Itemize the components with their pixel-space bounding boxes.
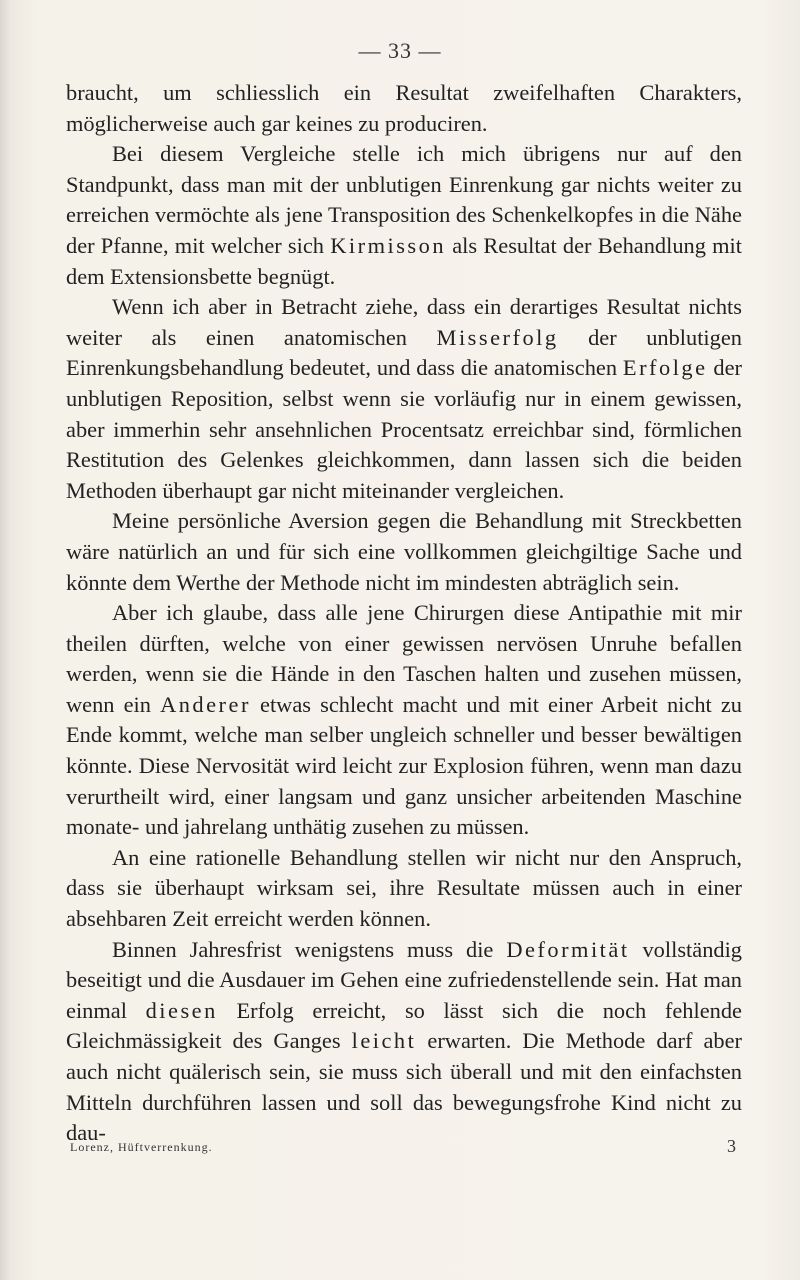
paragraph-7-emphasis-1: Deformität xyxy=(506,936,630,962)
paragraph-6 xyxy=(66,843,742,935)
paragraph-5 xyxy=(66,598,742,843)
paragraph-5-text-b: etwas schlecht macht und mit einer Arbeit nicht zu Ende kommt, welche man selber ungleich schneller und besser bewältigen könnte. Diese Nervosität wird leicht zur Explosion führen, wenn man dazu verurtheilt wird, einer langsam und ganz unsicher arbeitenden Maschine monate- und jahrelang unthätig zusehen zu müssen. xyxy=(66,691,742,840)
footer-signature: Lorenz, Hüftverrenkung. xyxy=(70,1140,213,1154)
paragraph-6-text: An eine rationelle Behandlung stellen wir nicht nur den Anspruch, dass sie überhaupt wirksam sei, ihre Resultate müssen auch in einer absehbaren Zeit erreicht werden können. xyxy=(66,844,742,932)
page-footer xyxy=(70,1138,738,1158)
paragraph-3-text-a: Wenn ich aber in Betracht ziehe, dass ein derartiges Resultat nichts weiter als einen anatomischen xyxy=(66,294,742,350)
paragraph-7-emphasis-3: leicht xyxy=(351,1028,417,1054)
page-number: — 33 — xyxy=(358,38,442,63)
paragraph-4-text: Meine persönliche Aversion gegen die Behandlung mit Streckbetten wäre natürlich an und für sich eine vollkommen gleichgiltige Sache und könnte dem Werthe der Methode nicht im mindesten abträglich sein. xyxy=(66,508,742,595)
paragraph-2 xyxy=(66,139,742,292)
paragraph-3-emphasis-2: Erfolge xyxy=(622,355,708,381)
paragraph-7-text-d: erwarten. Die Methode darf aber auch nicht quälerisch sein, sie muss sich überall und mit den einfachsten Mitteln durchführen lassen und soll das bewegungsfrohe Kind nicht zu dau- xyxy=(66,1028,742,1146)
paragraph-3 xyxy=(66,292,742,506)
paragraph-3-text-c: der unblutigen Reposition, selbst wenn sie vorläufig nur in einem gewissen, aber immerhin sehr ansehnlichen Procentsatz erreichbar sind, förmlichen Restitution des Gelenkes gleichkommen, dann lassen sich die beiden Methoden überhaupt gar nicht miteinander vergleichen. xyxy=(66,355,743,503)
paragraph-7-text-a: Binnen Jahresfrist wenigstens muss die xyxy=(112,936,507,962)
paragraph-7-text-c: Erfolg erreicht, so lässt sich die noch fehlende Gleichmässigkeit des Ganges xyxy=(66,997,742,1054)
signature-mark: 3 xyxy=(727,1136,736,1156)
paragraph-3-text-b: der unblutigen Einrenkungsbehandlung bedeutet, und dass die anatomischen xyxy=(66,324,742,381)
body-text xyxy=(66,78,742,1149)
paragraph-1-text: braucht, um schliesslich ein Resultat zweifelhaften Charakters, möglicherweise auch gar keines zu produciren. xyxy=(66,80,742,136)
paragraph-7-text-b: vollständig beseitigt und die Ausdauer im Gehen eine zufriedenstellende sein. Hat man einmal xyxy=(66,936,742,1023)
paragraph-2-text-b: als Resultat der Behandlung mit dem Extensionsbette begnügt. xyxy=(66,232,742,289)
paragraph-7-emphasis-2: diesen xyxy=(145,997,218,1023)
paragraph-2-name: Kirmisson xyxy=(330,232,447,258)
paragraph-3-emphasis-1: Misserfolg xyxy=(436,324,559,350)
paragraph-4 xyxy=(66,506,742,598)
paragraph-5-text-a: Aber ich glaube, dass alle jene Chirurgen diese Antipathie mit mir theilen dürften, welche von einer gewissen nervösen Unruhe befallen werden, wenn sie die Hände in den Taschen halten und zusehen müssen, wenn ein xyxy=(66,600,742,717)
paragraph-1 xyxy=(66,78,742,139)
paragraph-5-emphasis-1: Anderer xyxy=(160,691,251,717)
paragraph-7 xyxy=(66,935,742,1149)
paragraph-2-text-a: Bei diesem Vergleiche stelle ich mich übrigens nur auf den Standpunkt, dass man mit der unblutigen Einrenkung gar nichts weiter zu erreichen vermöchte als jene Transposition des Schenkelkopfes in die Nähe der Pfanne, mit welcher sich xyxy=(66,141,742,258)
